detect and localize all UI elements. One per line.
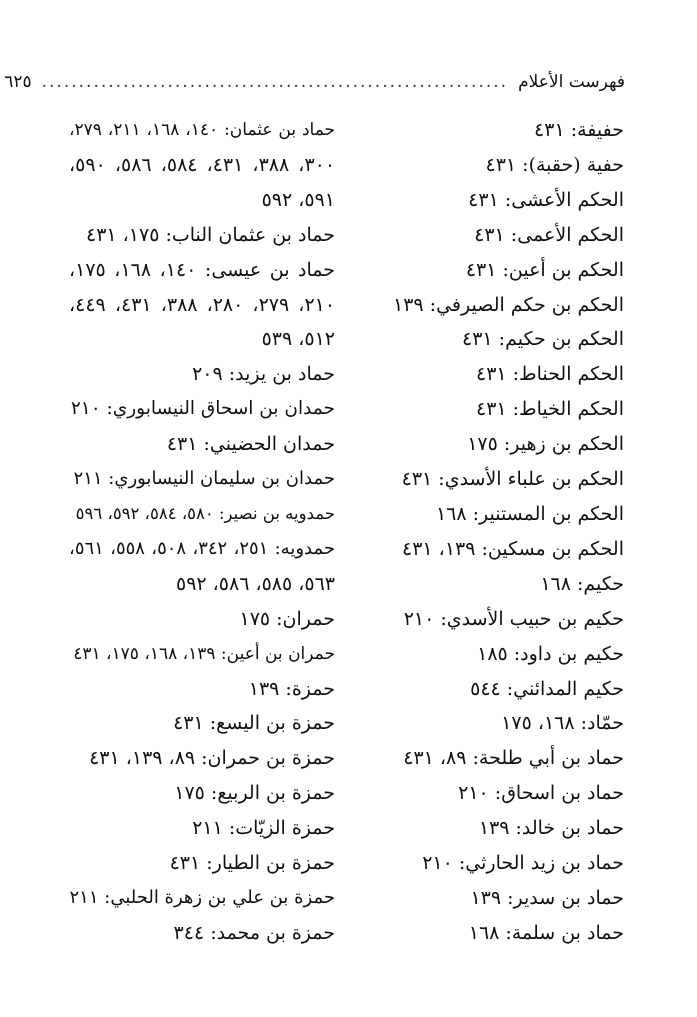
leader-dots: ............................................................... (41, 72, 509, 92)
index-entry: حمزة بن محمد: ٣٤٤ (173, 921, 335, 944)
index-entry: حكيم: ١٦٨ (540, 572, 624, 595)
index-column-left (69, 113, 335, 951)
index-entry: حماد بن أبي طلحة: ٨٩، ٤٣١ (403, 747, 624, 770)
index-entry: الحكم بن علباء الأسدي: ٤٣١ (401, 468, 624, 491)
index-entry: حماد بن خالد: ١٣٩ (478, 817, 624, 840)
index-entry-continuation: ٥٦٣، ٥٨٥، ٥٨٦، ٥٩٢ (175, 572, 335, 595)
index-entry-continuation: ٢١٠، ٢٧٩، ٢٨٠، ٣٨٨، ٤٣١، ٤٤٩، (69, 293, 336, 316)
index-entry: حماد بن عثمان: ١٤٠، ١٦٨، ٢١١، ٢٧٩، (69, 120, 336, 140)
index-entry: حمدويه: ٢٥١، ٣٤٢، ٥٠٨، ٥٥٨، ٥٦١، (69, 537, 336, 559)
index-entry: حمزة بن اليسع: ٤٣١ (173, 712, 335, 735)
index-entry: حمران: ١٧٥ (239, 607, 335, 630)
index-entry-continuation: ٣٠٠، ٣٨٨، ٤٣١، ٥٨٤، ٥٨٦، ٥٩٠، (69, 153, 336, 176)
index-entry: حمزة: ١٣٩ (248, 677, 335, 700)
index-entry: الحكم بن مسكين: ١٣٩، ٤٣١ (402, 537, 624, 560)
index-entry: الحكم بن زهير: ١٧٥ (467, 433, 624, 456)
index-entry: حمدان بن سليمان النيسابوري: ٢١١ (73, 468, 335, 490)
index-entry: حكيم بن حبيب الأسدي: ٢١٠ (403, 607, 624, 630)
index-entry: حماد بن يزيد: ٢٠٩ (192, 363, 335, 386)
index-entry: حكيم بن داود: ١٨٥ (477, 642, 624, 665)
index-entry: الحكم بن حكيم: ٤٣١ (462, 328, 624, 351)
index-entry: حمزة بن الطيار: ٤٣١ (169, 852, 335, 875)
index-entry: حمزة الزيّات: ٢١١ (192, 817, 335, 840)
index-entry: حكيم المدائني: ٥٤٤ (470, 677, 624, 700)
page-header (4, 72, 625, 102)
index-entry: حماد بن زيد الحارثي: ٢١٠ (422, 852, 624, 875)
index-entry: حمدان الحضيني: ٤٣١ (166, 433, 335, 456)
index-entry: حماد بن سدير: ١٣٩ (470, 886, 624, 909)
index-entry: الحكم بن حكم الصيرفي: ١٣٩ (393, 293, 624, 316)
index-entry: حمزة بن الربيع: ١٧٥ (174, 782, 335, 805)
index-entry: حمزة بن حمران: ٨٩، ١٣٩، ٤٣١ (89, 747, 335, 770)
index-entry: حمران بن أعين: ١٣٩، ١٦٨، ١٧٥، ٤٣١ (73, 643, 335, 664)
index-entry: حماد بن عيسى: ١٤٠، ١٦٨، ١٧٥، (69, 258, 336, 281)
index-entry: حمدان بن اسحاق النيسابوري: ٢١٠ (70, 398, 335, 420)
index-entry-continuation: ٥١٢، ٥٣٩ (261, 328, 335, 351)
index-entry-continuation: ٥٩١، ٥٩٢ (261, 188, 335, 211)
index-column-right (374, 113, 624, 951)
index-entry: حمّاد: ١٦٨، ١٧٥ (501, 712, 624, 735)
index-entry: الحكم بن المستنير: ١٦٨ (435, 502, 624, 525)
index-entry: حماد بن اسحاق: ٢١٠ (458, 782, 624, 805)
index-entry: الحكم الأعمى: ٤٣١ (474, 223, 624, 246)
index-entry: حماد بن عثمان الناب: ١٧٥، ٤٣١ (86, 223, 335, 246)
index-entry: حماد بن سلمة: ١٦٨ (468, 921, 624, 944)
index-entry: حمزة بن علي بن زهرة الحلبي: ٢١١ (69, 886, 335, 908)
index-entry: الحكم الخياط: ٤٣١ (475, 398, 624, 421)
index-entry: حفية (حقبة): ٤٣١ (485, 153, 624, 176)
index-entry: حفيفة: ٤٣١ (534, 119, 624, 141)
page-number: ٦٢٥ (4, 72, 32, 92)
index-entry: الحكم الأعشى: ٤٣١ (468, 188, 624, 211)
index-entry: حمدويه بن نصير: ٥٨٠، ٥٨٤، ٥٩٢، ٥٩٦ (75, 503, 335, 523)
index-entry: الحكم الحناط: ٤٣١ (475, 363, 624, 386)
index-entry: الحكم بن أعين: ٤٣١ (465, 258, 624, 281)
running-title: فهرست الأعلام (518, 72, 625, 92)
